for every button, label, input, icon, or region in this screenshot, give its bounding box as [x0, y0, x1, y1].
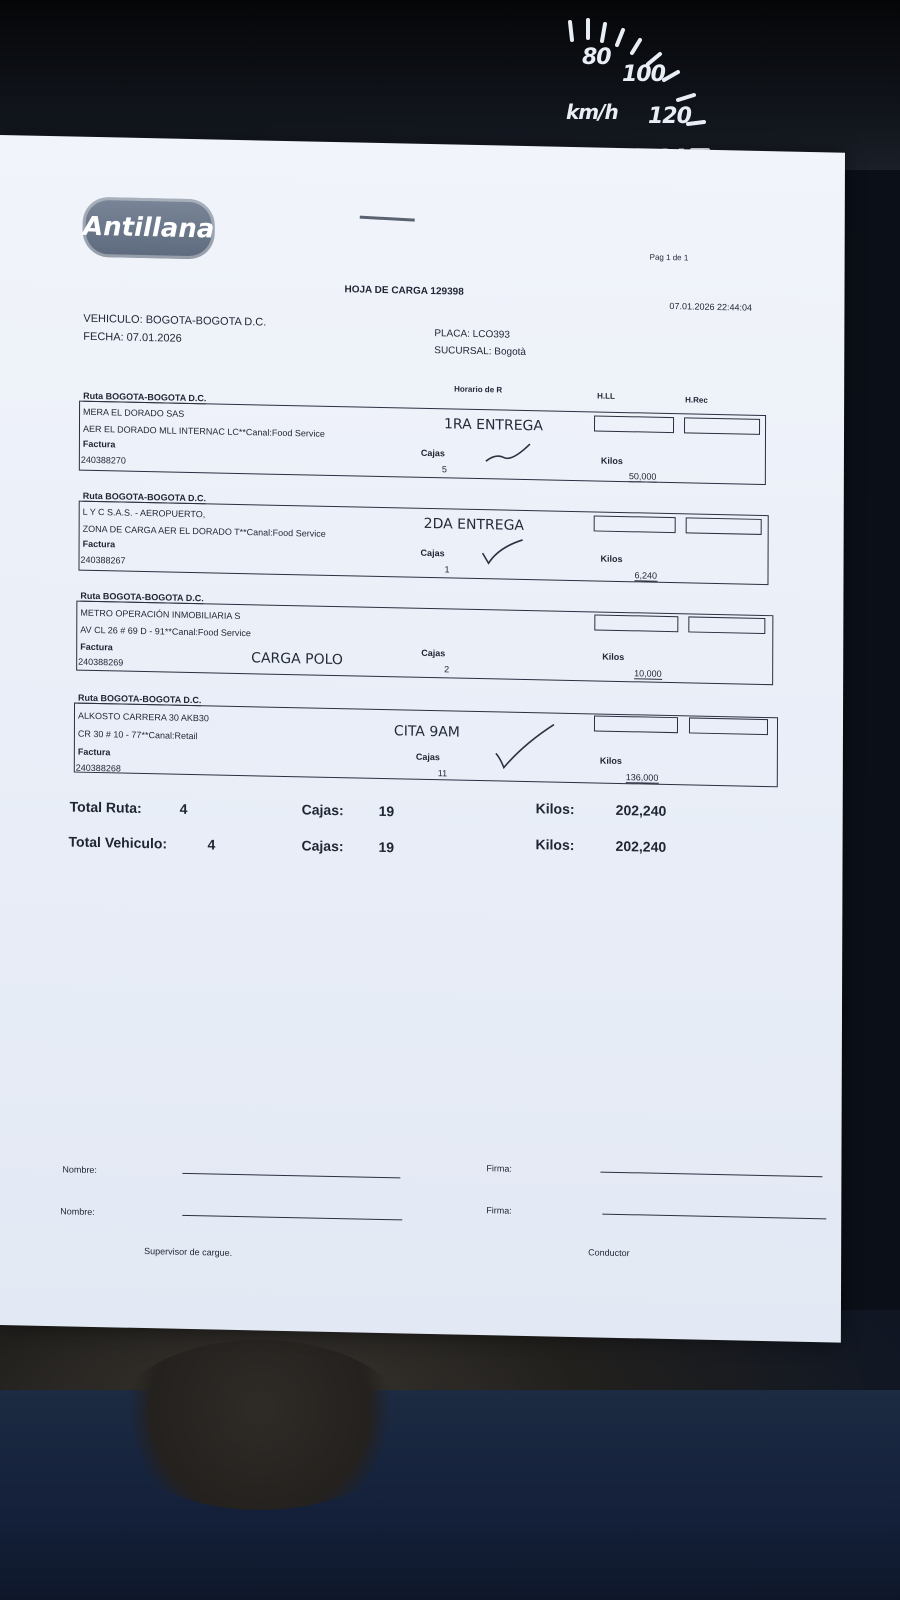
- client-address: AV CL 26 # 69 D - 91**Canal:Food Service: [80, 624, 251, 639]
- client-address: ZONA DE CARGA AER EL DORADO T**Canal:Food Service: [82, 523, 326, 539]
- hll-cell: [594, 515, 676, 533]
- pen-mark: [360, 216, 415, 222]
- total-vehicle-label: Total Vehiculo:: [68, 833, 168, 852]
- name-label-1: Nombre:: [62, 1164, 97, 1176]
- signature-line-1: [600, 1172, 822, 1178]
- invoice-number: 240388269: [78, 656, 124, 668]
- route-label: Ruta BOGOTA-BOGOTA D.C.: [82, 490, 207, 504]
- hll-cell: [594, 715, 678, 733]
- name-label-2: Nombre:: [60, 1206, 95, 1217]
- load-sheet-paper: [0, 135, 845, 1343]
- delivery-block-1: [79, 391, 774, 486]
- branch-info: SUCURSAL: Bogotà: [434, 345, 527, 359]
- checkmark-icon: [494, 721, 556, 772]
- delivery-block-2: [78, 491, 778, 586]
- kilos-value: 136,000: [625, 772, 659, 783]
- hrec-cell: [688, 616, 765, 634]
- invoice-label: Factura: [82, 438, 116, 450]
- handwritten-note: CARGA POLO: [251, 650, 343, 669]
- total-route-kilos: 202,240: [615, 801, 667, 819]
- speed-label-80: 80: [582, 45, 611, 70]
- print-timestamp: 07.01.2026 22:44:04: [669, 301, 753, 313]
- total-vehicle-kilos-label: Kilos:: [535, 836, 575, 854]
- document-title: HOJA DE CARGA 129398: [344, 284, 464, 298]
- speed-label-120: 120: [648, 104, 691, 129]
- total-vehicle-kilos: 202,240: [615, 837, 667, 855]
- boxes-value: 11: [437, 768, 448, 779]
- route-label: Ruta BOGOTA-BOGOTA D.C.: [80, 590, 204, 604]
- route-label: Ruta BOGOTA-BOGOTA D.C.: [83, 390, 207, 404]
- speed-label-100: 100: [622, 62, 665, 87]
- invoice-number: 240388267: [80, 554, 126, 566]
- checkmark-icon: [479, 537, 525, 570]
- total-route-boxes-label: Cajas:: [301, 801, 344, 819]
- boxes-value: 1: [444, 564, 450, 575]
- client-name: MERA EL DORADO SAS: [83, 406, 185, 419]
- client-address: CR 30 # 10 - 77**Canal:Retail: [77, 728, 198, 742]
- col-horario: Horario de R: [454, 384, 503, 395]
- boxes-label: Cajas: [421, 647, 446, 659]
- boxes-label: Cajas: [415, 751, 440, 763]
- col-hll: H.LL: [597, 391, 615, 401]
- kilos-label: Kilos: [600, 455, 623, 467]
- col-hrec: H.Rec: [685, 395, 708, 405]
- client-name: L Y C S.A.S. - AEROPUERTO,: [82, 506, 206, 520]
- route-label: Ruta BOGOTA-BOGOTA D.C.: [78, 692, 202, 706]
- boxes-label: Cajas: [420, 547, 445, 559]
- total-vehicle-count: 4: [207, 836, 216, 853]
- client-address: AER EL DORADO MLL INTERNAC LC**Canal:Food Service: [82, 423, 325, 439]
- page-indicator: Pag 1 de 1: [649, 252, 689, 263]
- invoice-number: 240388270: [80, 454, 126, 466]
- hrec-cell: [686, 517, 762, 535]
- handwritten-note: 2DA ENTREGA: [423, 515, 525, 534]
- boxes-value: 2: [444, 664, 450, 675]
- total-route-count: 4: [179, 800, 188, 817]
- total-route-boxes: 19: [378, 802, 395, 820]
- checkmark-icon: [484, 439, 534, 466]
- delivery-block-3: [76, 591, 781, 688]
- boxes-label: Cajas: [420, 447, 445, 459]
- invoice-label: Factura: [82, 538, 116, 550]
- name-line-1: [182, 1173, 400, 1179]
- hrec-cell: [684, 417, 760, 435]
- invoice-label: Factura: [80, 641, 113, 653]
- handwritten-note: 1RA ENTREGA: [443, 416, 544, 435]
- total-route-kilos-label: Kilos:: [535, 800, 575, 818]
- vehicle-info: VEHICULO: BOGOTA-BOGOTA D.C.: [83, 312, 267, 329]
- signature-line-2: [602, 1214, 826, 1220]
- kilos-label: Kilos: [600, 553, 623, 565]
- total-vehicle-boxes-label: Cajas:: [301, 837, 344, 855]
- hll-cell: [594, 415, 674, 433]
- handwritten-note: CITA 9AM: [393, 723, 460, 741]
- supervisor-label: Supervisor de cargue.: [144, 1246, 233, 1258]
- kilos-label: Kilos: [599, 755, 622, 767]
- hrec-cell: [689, 717, 768, 735]
- kilos-value: 6,240: [634, 570, 658, 581]
- antillana-logo: Antillana: [83, 197, 215, 260]
- driver-label: Conductor: [588, 1247, 630, 1259]
- kilos-label: Kilos: [602, 651, 625, 663]
- client-name: METRO OPERACIÓN INMOBILIARIA S: [80, 607, 241, 622]
- boxes-value: 5: [441, 464, 447, 475]
- delivery-block-4: [74, 693, 786, 792]
- plate-info: PLACA: LCO393: [434, 328, 510, 341]
- kilos-value: 10,000: [634, 668, 662, 679]
- invoice-label: Factura: [77, 746, 111, 758]
- date-info: FECHA: 07.01.2026: [83, 330, 182, 345]
- signature-label-1: Firma:: [486, 1163, 512, 1174]
- signature-label-2: Firma:: [486, 1205, 512, 1216]
- total-vehicle-boxes: 19: [378, 838, 395, 856]
- total-route-label: Total Ruta:: [69, 798, 142, 816]
- hll-cell: [594, 614, 678, 632]
- invoice-number: 240388268: [75, 762, 121, 774]
- client-name: ALKOSTO CARRERA 30 AKB30: [77, 710, 209, 724]
- speed-unit: km/h: [566, 100, 618, 124]
- knee-shape: [110, 1340, 410, 1510]
- name-line-2: [182, 1215, 402, 1221]
- kilos-value: 50,000: [628, 471, 657, 482]
